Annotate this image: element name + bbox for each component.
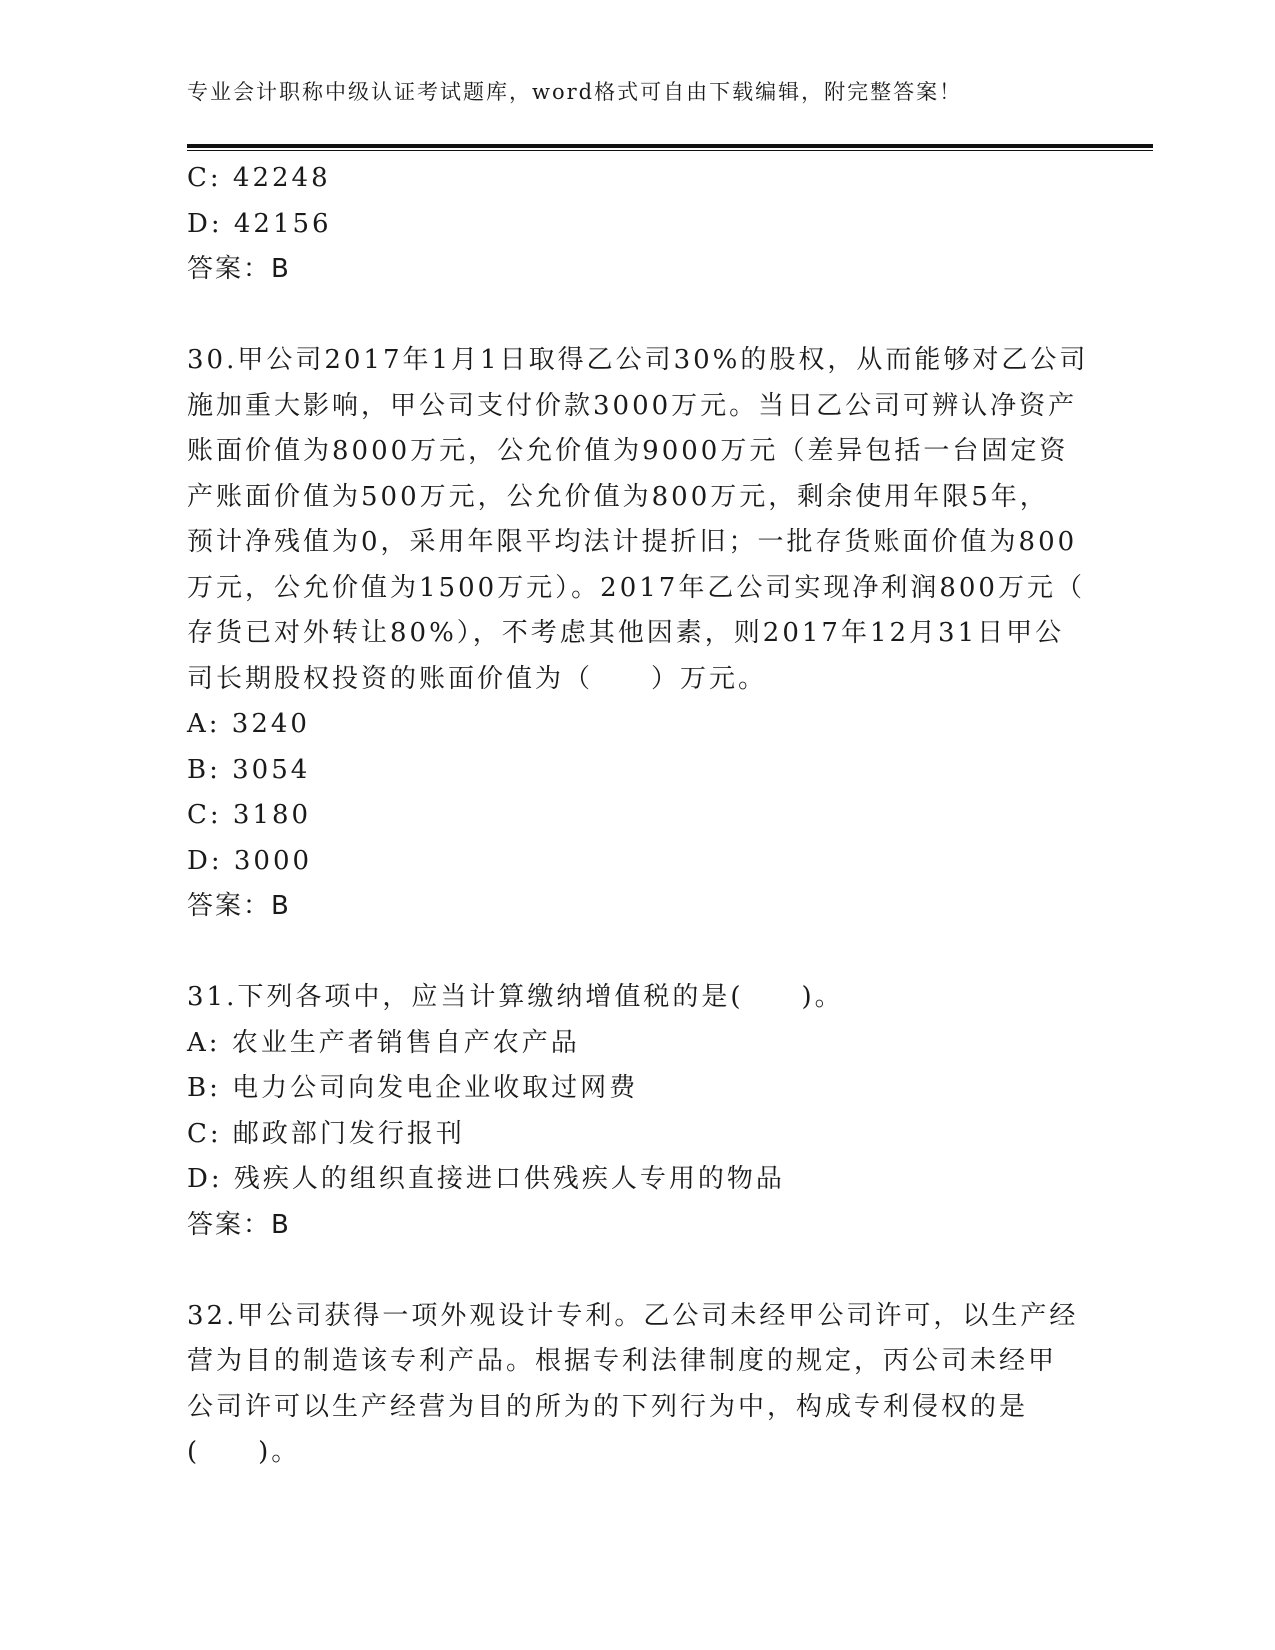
option-c: C: 42248 (187, 163, 331, 193)
document-body (187, 156, 1087, 1476)
stem-line: 营为目的制造该专利产品。根据专利法律制度的规定，丙公司未经甲 (187, 1346, 1058, 1376)
page-header: 专业会计职称中级认证考试题库，word格式可自由下载编辑，附完整答案！ (187, 80, 963, 104)
stem-line: 账面价值为8000万元，公允价值为9000万元（差异包括一台固定资 (187, 436, 1069, 466)
answer-line: 答案：B (187, 891, 291, 921)
question-30 (187, 338, 1087, 930)
question-stem (187, 1294, 1079, 1476)
stem-line: 万元，公允价值为1500万元）。2017年乙公司实现净利润800万元（ (187, 572, 1085, 603)
stem-line: 产账面价值为500万元，公允价值为800万元，剩余使用年限5年， (187, 481, 1049, 512)
stem-line: 32.甲公司获得一项外观设计专利。乙公司未经甲公司许可，以生产经 (187, 1300, 1079, 1331)
stem-line: ( )。 (187, 1437, 301, 1467)
header-rule (187, 144, 1153, 148)
option-d: D: 3000 (187, 845, 313, 876)
stem-line: 施加重大影响，甲公司支付价款3000万元。当日乙公司可辨认净资产 (187, 390, 1078, 421)
option-c: C: 邮政部门发行报刊 (187, 1118, 465, 1149)
option-c: C: 3180 (187, 800, 312, 830)
stem-line: 存货已对外转让80%），不考虑其他因素，则2017年12月31日甲公 (187, 618, 1065, 648)
answer-line: 答案：B (187, 1209, 291, 1240)
question-32 (187, 1294, 1087, 1476)
stem-line: 30.甲公司2017年1月1日取得乙公司30%的股权，从而能够对乙公司 (187, 345, 1089, 375)
option-a: A: 3240 (187, 709, 310, 739)
stem-line: 预计净残值为0，采用年限平均法计提折旧；一批存货账面价值为800 (187, 527, 1078, 557)
question-stem (187, 338, 1089, 702)
prev-question (187, 156, 1087, 293)
stem-line: 31.下列各项中，应当计算缴纳增值税的是( )。 (187, 982, 844, 1012)
spacer (187, 293, 1087, 339)
stem-line: 司长期股权投资的账面价值为（ ）万元。 (187, 663, 768, 694)
stem-line: 公司许可以生产经营为目的所为的下列行为中，构成专利侵权的是 (187, 1391, 1029, 1422)
option-d: D: 残疾人的组织直接进口供残疾人专用的物品 (187, 1164, 785, 1194)
spacer (187, 930, 1087, 976)
question-31 (187, 975, 1087, 1248)
option-b: B: 3054 (187, 754, 311, 785)
option-a: A: 农业生产者销售自产农产品 (187, 1027, 580, 1058)
option-d: D: 42156 (187, 208, 332, 239)
spacer (187, 1248, 1087, 1294)
option-b: B: 电力公司向发电企业收取过网费 (187, 1073, 639, 1103)
question-stem (187, 975, 1067, 1021)
answer-line: 答案：B (187, 254, 291, 284)
